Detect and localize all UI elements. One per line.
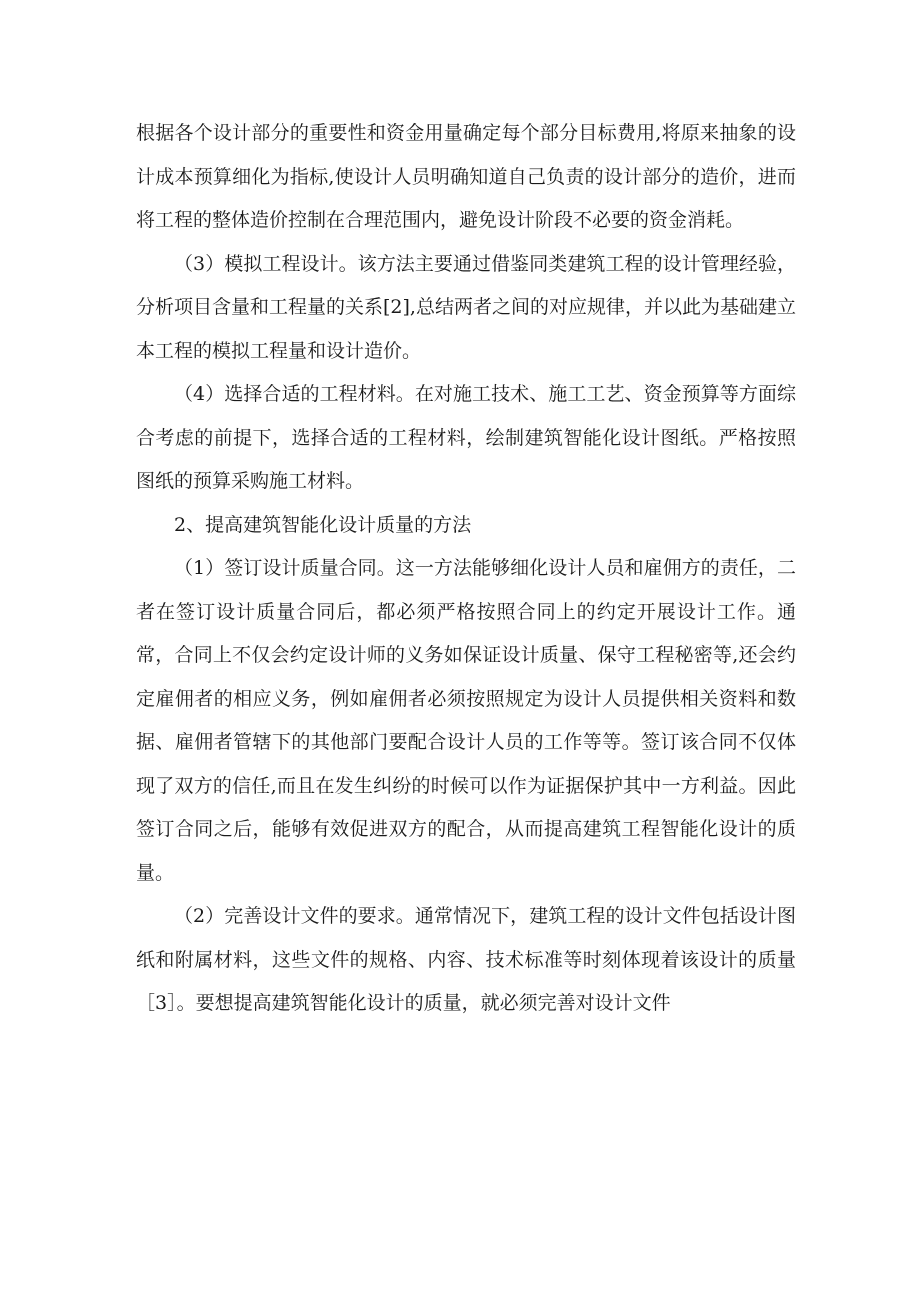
- section-heading-quality-methods: 2、提高建筑智能化设计质量的方法: [174, 513, 472, 536]
- paragraph-quality-contract: （1）签订设计质量合同。这一方法能够细化设计人员和雇佣方的责任，二者在签订设计质量合同后，都必须严格按照合同上的约定开展设计工作。通常，合同上不仅会约定设计师的义务如保证设计质量、保守工程秘密等,还会约定雇佣者的相应义务，例如雇佣者必须按照规定为设计人员提供相关资料和数据、雇佣者管辖下的其他部门要配合设计人员的工作等等。签订该合同不仅体现了双方的信任,而且在发生纠纷的时候可以作为证据保护其中一方利益。因此签订合同之后，能够有效促进双方的配合，从而提高建筑工程智能化设计的质量。: [136, 557, 796, 884]
- paragraph-simulated-design: （3）模拟工程设计。该方法主要通过借鉴同类建筑工程的设计管理经验，分析项目含量和工程量的关系[2],总结两者之间的对应规律，并以此为基础建立本工程的模拟工程量和设计造价。: [136, 252, 796, 362]
- document-body: [136, 112, 796, 1026]
- paragraph-materials: （4）选择合适的工程材料。在对施工技术、施工工艺、资金预算等方面综合考虑的前提下，选择合适的工程材料，绘制建筑智能化设计图纸。严格按照图纸的预算采购施工材料。: [136, 383, 796, 492]
- paragraph-design-documents: （2）完善设计文件的要求。通常情况下，建筑工程的设计文件包括设计图纸和附属材料，这些文件的规格、内容、技术标准等时刻体现着该设计的质量［3］。要想提高建筑智能化设计的质量，就必须完善对设计文件: [136, 905, 796, 1014]
- paragraph-cost-continuation: 根据各个设计部分的重要性和资金用量确定每个部分目标费用,将原来抽象的设计成本预算细化为指标,使设计人员明确知道自己负责的设计部分的造价，进而将工程的整体造价控制在合理范围内，避免设计阶段不必要的资金消耗。: [136, 122, 796, 231]
